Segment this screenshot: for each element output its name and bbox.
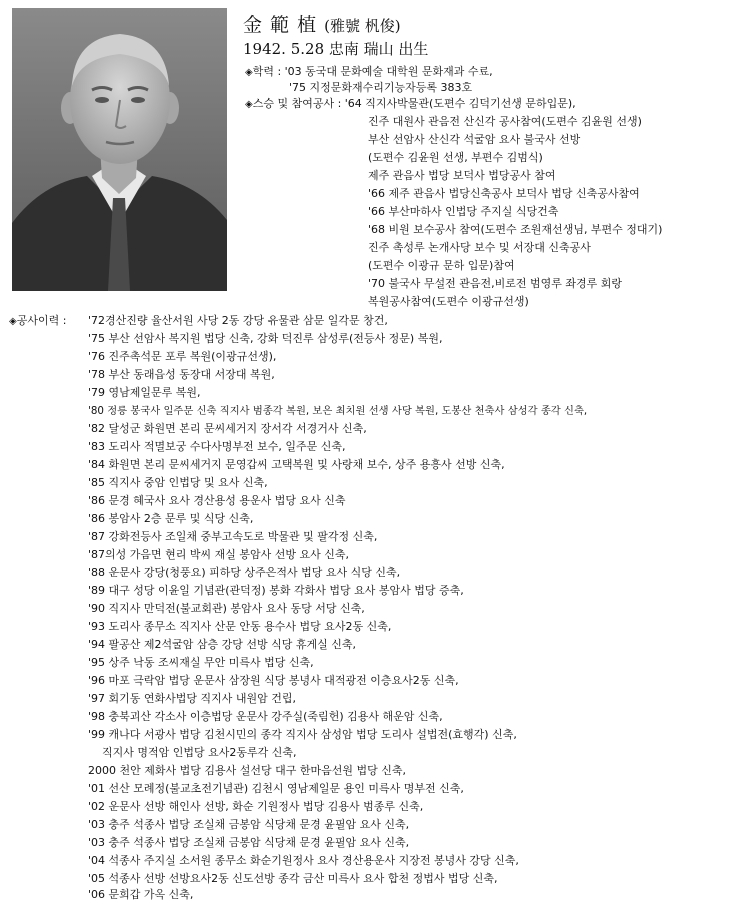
works-line: '97 회기동 연화사법당 직지사 내원암 건립, — [88, 692, 297, 705]
works-line: '85 직지사 중암 인법당 및 요사 신축, — [88, 476, 268, 489]
works-line: '94 팔공산 제2석굴암 삼층 강당 선방 식당 휴게실 신축, — [88, 638, 357, 651]
mentors-line: '66 부산마하사 인법당 주지실 식당건축 — [368, 205, 559, 218]
works-line: '80 정릉 봉국사 일주문 신축 직지사 범종각 복원, 보은 최치원 선생 사당 복원, 도봉산 천축사 삼성각 종각 신축, — [88, 405, 588, 417]
mentors-line: 진주 촉성루 논개사당 보수 및 서장대 신축공사 — [368, 241, 591, 254]
works-line: '99 캐나다 서광사 법당 김천시민의 종각 직지사 삼성암 법당 도리사 설법전(효행각) 신축, — [88, 728, 517, 741]
mentors-line: 부산 선암사 산신각 석굴암 요사 불국사 선방 — [368, 133, 581, 146]
works-line: '96 마포 극락암 법당 운문사 삼장원 식당 봉녕사 대적광전 이층요사2동 신축, — [88, 674, 459, 687]
works-line: '90 직지사 만덕전(불교회관) 봉암사 요사 동당 서당 신축, — [88, 602, 365, 615]
diamond-bullet-icon: ◈ — [9, 316, 17, 327]
works-line: '87 강화전등사 조일채 중부고속도로 박물관 및 팔각정 신축, — [88, 530, 378, 543]
works-line: '04 석종사 주지실 소서원 종무소 화순기원정사 요사 경산용운사 지장전 봉녕사 강당 신축, — [88, 854, 519, 867]
works-line: '78 부산 동래읍성 동장대 서장대 복원, — [88, 368, 275, 381]
education-line: '75 지정문화재수리기능자등록 383호 — [289, 81, 473, 94]
works-line: '79 영남제일문루 복원, — [88, 386, 201, 399]
works-line: '86 봉암사 2층 문루 및 식당 신축, — [88, 512, 254, 525]
portrait-figure — [12, 8, 227, 291]
diamond-bullet-icon: ◈ — [245, 67, 253, 78]
works-line: '84 화원면 본리 문씨세거지 문영갑씨 고택복원 및 사랑채 보수, 상주 용흥사 선방 신축, — [88, 458, 505, 471]
works-line: '03 충주 석종사 법당 조실채 금봉암 식당채 문경 윤필암 요사 신축, — [88, 818, 410, 831]
education-header — [245, 64, 493, 81]
works-line: '06 문희갑 가옥 신축, — [88, 888, 194, 901]
works-line: '89 대구 성당 이윤일 기념관(관덕정) 봉화 각화사 법당 요사 봉암사 법당 증축, — [88, 584, 464, 597]
works-line: '75 부산 선암사 복지원 법당 신축, 강화 덕진루 삼성루(전등사 정문) 복원, — [88, 332, 443, 345]
works-line: '72경산진량 율산서원 사당 2동 강당 유물관 삼문 일각문 창건, — [88, 314, 388, 327]
education-line: '03 동국대 문화예술 대학원 문화재과 수료, — [284, 65, 493, 78]
works-line: '03 충주 석종사 법당 조실채 금봉암 식당채 문경 윤필암 요사 신축, — [88, 836, 410, 849]
works-line: '05 석종사 선방 선방요사2동 신도선방 종각 금산 미륵사 요사 합천 정법사 법당 신축, — [88, 872, 498, 885]
mentors-line: (도편수 김윤원 선생, 부편수 김범식) — [368, 151, 543, 164]
mentors-line: '70 불국사 무설전 관음전,비로전 범영루 좌경루 회랑 — [368, 277, 623, 290]
mentors-label: 스승 및 참여공사 : — [252, 97, 345, 110]
mentors-line: '64 직지사박물관(도편수 김덕기선생 문하입문), — [344, 97, 576, 110]
person-name — [243, 10, 401, 37]
mentors-line: 복원공사참여(도편수 이광규선생) — [368, 295, 529, 308]
works-line: '93 도리사 종무소 직지사 산문 안동 용수사 법당 요사2동 신축, — [88, 620, 392, 633]
works-line: '95 상주 낙동 조씨재실 무안 미륵사 법당 신축, — [88, 656, 314, 669]
works-line: '87의성 가음면 현리 박씨 재실 봉암사 선방 요사 신축, — [88, 548, 350, 561]
mentors-line: (도편수 이광규 문하 입문)참여 — [368, 259, 515, 272]
education-label: 학력 : — [252, 65, 285, 78]
birth-info: 1942. 5.28 忠南 瑞山 出生 — [243, 40, 429, 58]
works-line: '01 선산 모례정(불교초전기념관) 김천시 영남제일문 용인 미륵사 명부전 신축, — [88, 782, 464, 795]
name-hanja: 金 範 植 — [243, 14, 318, 36]
alias: (雅號 杋俊) — [324, 17, 401, 35]
mentors-header — [245, 96, 576, 113]
works-line: 직지사 명적암 인법당 요사2동루각 신축, — [88, 746, 297, 759]
works-line: '76 진주촉석문 포루 복원(이광규선생), — [88, 350, 277, 363]
works-line: '82 달성군 화원면 본리 문씨세거지 장서각 서경거사 신축, — [88, 422, 367, 435]
mentors-line: 진주 대원사 관음전 산신각 공사참여(도편수 김윤원 선생) — [368, 115, 642, 128]
mentors-line: 제주 관음사 법당 보덕사 법당공사 참여 — [368, 169, 556, 182]
works-line: 2000 천안 제화사 법당 김용사 설선당 대구 한마음선원 법당 신축, — [88, 764, 406, 777]
portrait-photo — [12, 8, 227, 291]
works-line: '88 운문사 강당(청풍요) 피하당 상주은적사 법당 요사 식당 신축, — [88, 566, 401, 579]
diamond-bullet-icon: ◈ — [245, 99, 253, 110]
works-line: '98 충북괴산 각소사 이층법당 운문사 강주실(죽림헌) 김용사 해운암 신축, — [88, 710, 443, 723]
works-header — [9, 313, 66, 330]
mentors-line: '66 제주 관음사 법당신축공사 보덕사 법당 신축공사참여 — [368, 187, 640, 200]
works-line: '83 도리사 적멸보궁 수다사명부전 보수, 일주문 신축, — [88, 440, 346, 453]
works-line: '02 운문사 선방 해인사 선방, 화순 기원정사 법당 김용사 범종루 신축, — [88, 800, 424, 813]
works-label: 공사이력 : — [16, 314, 67, 327]
mentors-line: '68 비원 보수공사 참여(도편수 조원재선생님, 부편수 정대기) — [368, 223, 663, 236]
works-line: '86 문경 혜국사 요사 경산용성 용운사 법당 요사 신축 — [88, 494, 346, 507]
